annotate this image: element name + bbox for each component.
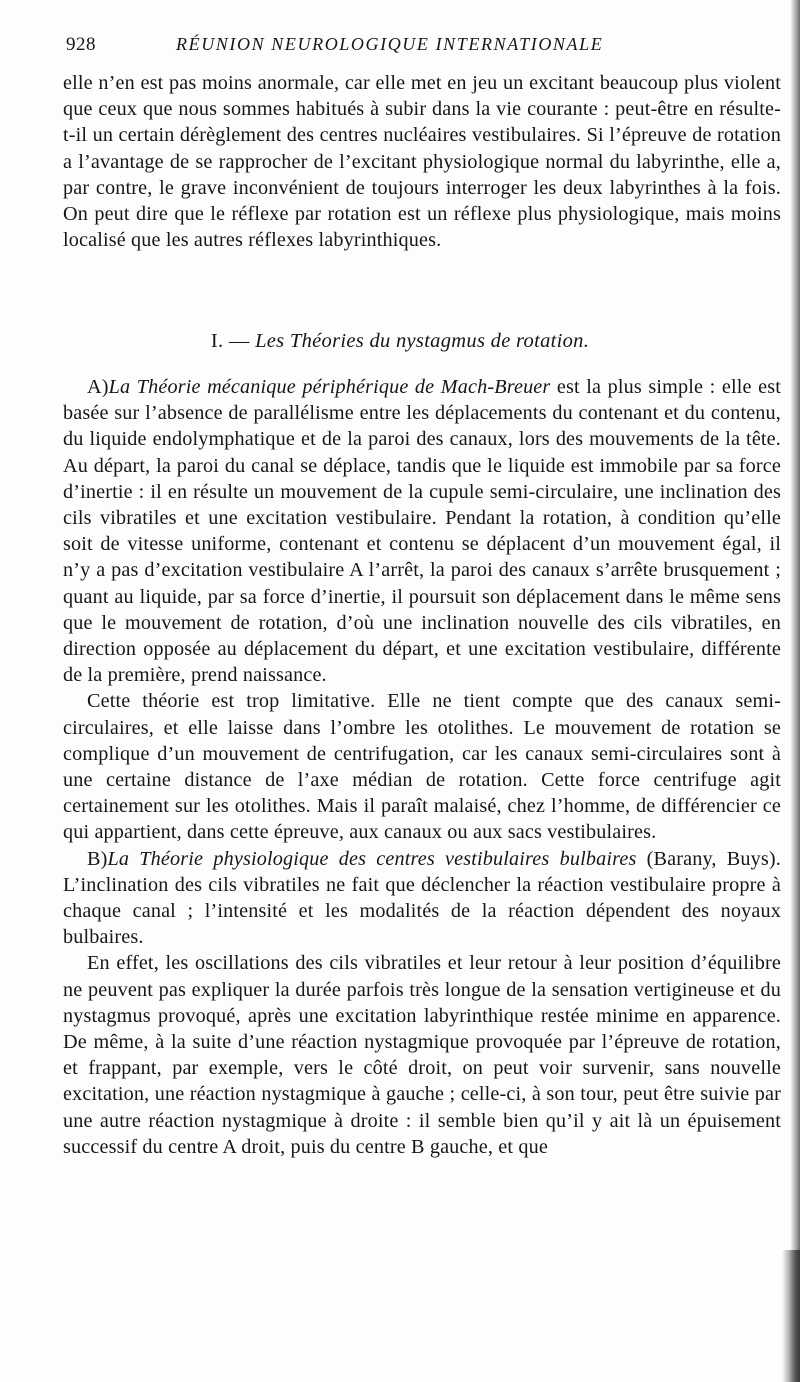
paragraph-b-text: (Barany, Buys). L’inclination des cils vibratiles ne fait que déclencher la réaction vestibulaire propre à chaque canal ; l’intensité et les modalités de la réaction dépendent des noyaux bulbaires. — [63, 847, 781, 949]
paragraph-critique: Cette théorie est trop limitative. Elle ne tient compte que des canaux semi-circulaires, et elle laisse dans l’ombre les otolithes. Le mouvement de rotation se complique d’un mouvement de centrifugation, car les canaux semi-circulaires sont à une certaine distance de l’axe médian de rotation. Cette force centrifuge agit certainement sur les otolithes. Mais il paraît malaisé, chez l’homme, de différencier ce qui appartient, dans cette épreuve, aux canaux ou aux sacs vestibulaires. — [63, 690, 781, 844]
section-heading — [0, 330, 800, 353]
paragraph-final: En effet, les oscillations des cils vibratiles et leur retour à leur position d’équilibre ne peuvent pas expliquer la durée parfois très longue de la sensation vertigineuse et du nystagmus provoqué, après une excitation labyrinthique restée minime en apparence. De même, à la suite d’une réaction nystagmique provoquée par l’épreuve de rotation, et frappant, par exemple, vers le côté droit, on peut voir survenir, sans nouvelle excitation, une réaction nystagmique à gauche ; celle-ci, à son tour, peut être suivie par une autre réaction nystagmique à droite : il semble bien qu’il y ait là un épuisement successif du centre A droit, puis du centre B gauche, et que — [63, 952, 781, 1158]
intro-text-block — [63, 70, 781, 253]
page-edge-shadow — [790, 0, 800, 1382]
paragraph-b-label: B) — [87, 847, 108, 870]
page-number: 928 — [66, 34, 96, 55]
paragraph-a — [63, 374, 781, 688]
intro-paragraph: elle n’en est pas moins anormale, car elle met en jeu un excitant beaucoup plus violent que ceux que nous sommes habitués à subir dans la vie courante : peut-être en résulte-t-il un certain dérèglement des centres nucléaires vestibulaires. Si l’épreuve de rotation a l’avantage de se rapprocher de l’excitant physiologique normal du labyrinthe, elle a, par contre, le grave inconvénient de toujours interroger les deux labyrinthes à la fois. On peut dire que le réflexe par rotation est un réflexe plus physiologique, mais moins localisé que les autres réflexes labyrinthiques. — [63, 72, 781, 252]
main-text-block — [63, 374, 781, 1160]
paragraph-a-text: est la plus simple : elle est basée sur l’absence de parallélisme entre les déplacements du contenant et du contenu, du liquide endolymphatique et de la paroi des canaux, lors des mouvements de la tête. Au départ, la paroi du canal se déplace, tandis que le liquide est immobile par sa force d’inertie : il en résulte un mouvement de la cupule semi-circulaire, une inclination des cils vibratiles et une excitation vestibulaire. Pendant la rotation, à condition qu’elle soit de vitesse uniforme, contenant et contenu se déplacent d’un mouvement égal, il n’y a pas d’excitation vestibulaire A l’arrêt, la paroi des canaux s’arrête brusquement ; quant au liquide, par sa force d’inertie, il poursuit son déplacement dans le même sens que le mouvement de rotation, d’où une inclination nouvelle des cils vibratiles, en direction opposée au déplacement du départ, et une excitation vestibulaire, différente de la première, prend naissance. — [63, 376, 782, 687]
page-header — [66, 34, 766, 58]
paragraph-a-title: La Théorie mécanique périphérique de Mach-Breuer — [108, 376, 551, 398]
paragraph-b — [63, 846, 781, 951]
section-title: Les Théories du nystagmus de rotation. — [255, 330, 590, 352]
page-corner-shadow — [782, 1250, 800, 1382]
paragraph-a-label: A) — [87, 376, 109, 398]
section-number: I. — — [210, 330, 250, 352]
running-title: RÉUNION NEUROLOGIQUE INTERNATIONALE — [176, 34, 604, 54]
paragraph-b-title: La Théorie physiologique des centres vestibulaires bulbaires — [107, 847, 637, 870]
